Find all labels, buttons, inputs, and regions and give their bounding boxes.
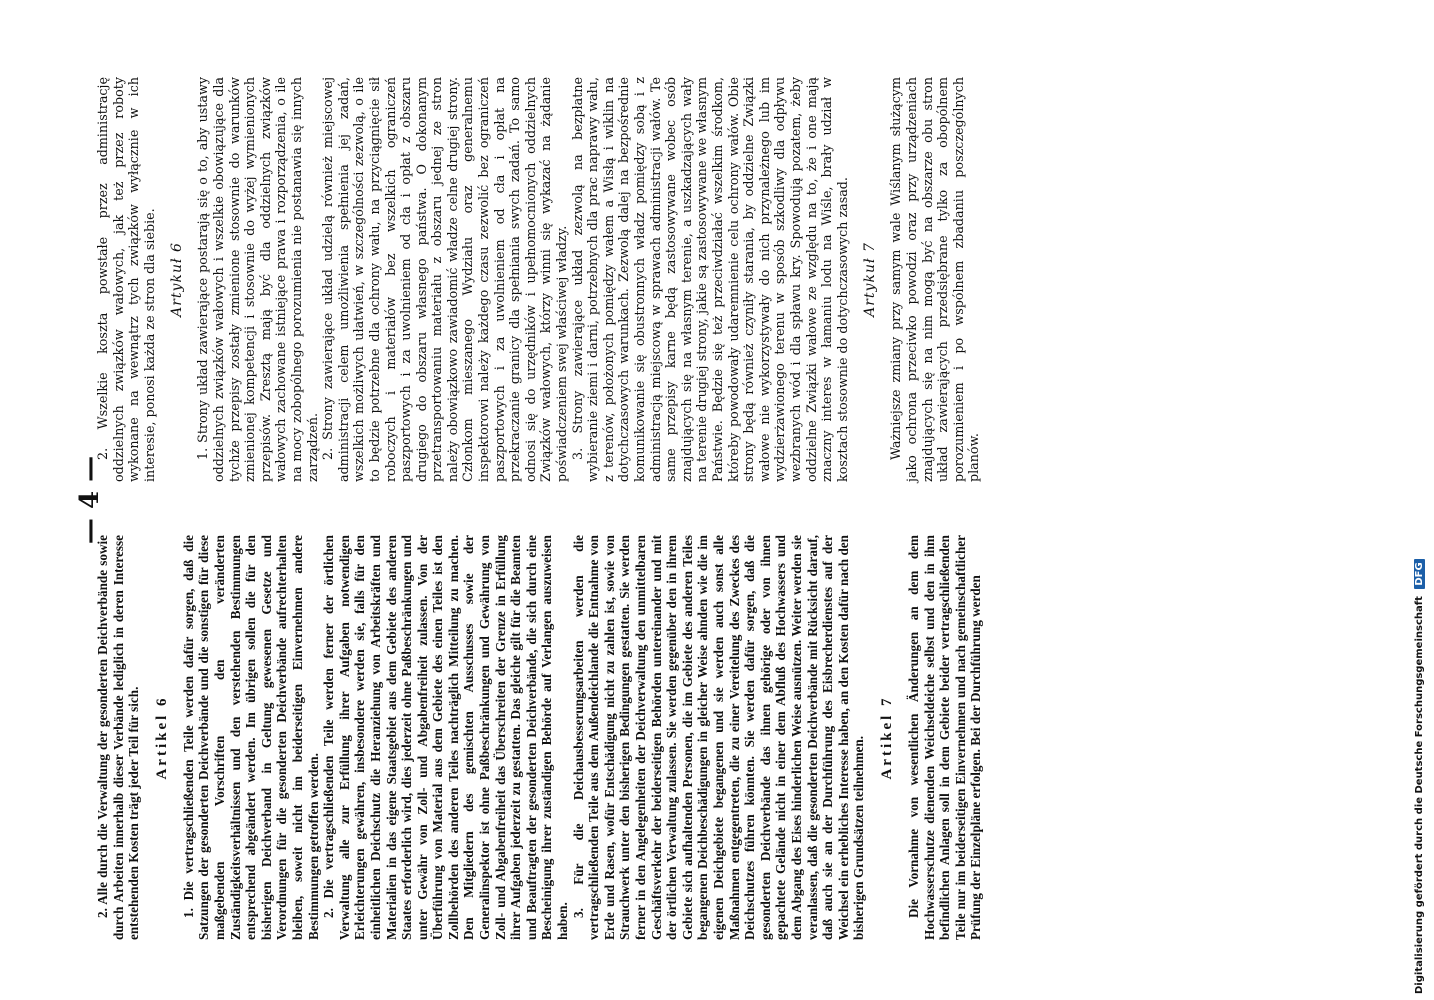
digitization-credit-text: Digitalisierung gefördert durch die Deutsche Forschungsgemeinschaft — [1414, 596, 1425, 994]
german-article6-para2: 2. Die vertragschließenden Teile werden ferner der örtlichen Verwaltung alle zur Erfüllung ihrer Aufgaben notwendigen Erleichterungen gewähren, insbesondere werden sie, falls für den einheitlichen Deichschutz die Heranziehung von Arbeitskräften und Materialien in das eigene Staatsgebiet aus dem Gebiete des anderen Staates erforderlich wird, dies jederzeit ohne Paßbeschränkungen und unter Gewähr von Zoll- und Abgabenfreiheit zulassen. Von der Überführung von Material aus dem Gebiete des einen Teiles ist den Zollbehörden des anderen Teiles nachträglich Mitteilung zu machen. Den Mitgliedern des gemischten Ausschusses sowie der Generalinspektor ist ohne Paßbeschränkungen und Gewährung von Zoll- und Abgabenfreiheit das Überschreiten der Grenze in Erfüllung ihrer Aufgaben jederzeit zu gestatten. Das gleiche gilt für die Beamten und Beauftragten der gesonderten Deichverbände, die sich durch eine Bescheinigung ihrer zuständigen Behörde auf Verlangen auszuweisen haben. — [321, 535, 571, 940]
german-article6-para1: 1. Die vertragschließenden Teile werden dafür sorgen, daß die Satzungen der gesonderten Deichverbände und die sonstigen für diese maßgebenden Vorschriften den veränderten Zuständigkeitsverhältnissen und den verstehenden Bestimmungen entsprechend abgeändert werden. Im übrigen sollen die für den bisherigen Deichverband in Geltung gewesenen Gesetze und Verordnungen für die gesonderten Deichverbände aufrechterhalten bleiben, soweit nicht im beiderseitigen Einvernehmen andere Bestimmungen getroffen werden. — [180, 535, 321, 940]
german-column — [95, 535, 984, 940]
german-article6-heading: Artikel 6 — [153, 695, 170, 780]
german-article7-heading: Artikel 7 — [878, 695, 895, 780]
polish-article6-para2: 2. Strony zawierające układ udzielą również miejscowej administracji celem umożliwienia spełnienia jej zadań, wszelkich możliwych ułatwień, w szczególności zezwolą, o ile to będzie potrzebne dla ochrony wału, na przyciągnięcie sił roboczych i materiałów bez wszelkich ograniczeń paszportowych i za uwolnieniem od cła i opłat z obszaru drugiego do obszaru własnego państwa. O dokonanym przetransportowaniu materiału z obszaru jednej ze stron należy obowiązkowo zawiadomić władze celne drugiej strony. Członkom mieszanego Wydziału oraz generalnemu inspektorowi należy każdego czasu zezwolić bez ograniczeń paszportowych i za uwolnieniem od cła i opłat na przekraczanie granicy dla spełniania swych zadań. To samo odnosi się do urzędników i upełnomocnionych oddzielnych Związków wałowych, którzy winni się wykazać na żądanie poświadczeniem swej właściwej władzy. — [320, 77, 570, 482]
polish-article7-heading: Artykuł 7 — [862, 242, 879, 317]
page-number: — 4 — — [75, 455, 105, 545]
digitization-credit — [1414, 559, 1425, 994]
polish-article6-heading: Artykuł 6 — [169, 242, 186, 317]
german-article7-para1: Die Vornahme von wesentlichen Änderungen an dem dem Hochwasserschutze dienenden Weichseldeiche selbst und den in ihm befindlichen Anlagen soll in dem Gebiete beider vertragschließenden Teile nur im beiderseitigen Einvernehmen und nach gemeinschaftlicher Prüfung der Einzelpläne erfolgen. Bei der Durchführung werden — [905, 535, 984, 940]
polish-article6-para3: 3. Strony zawierające układ zezwolą na bezpłatne wybieranie ziemi i darni, potrzebnych dla prac naprawy wału, z terenów, położonych pomiędzy wałem a Wisłą i wiklin na dotychczasowych warunkach. Zezwolą dalej na bezpośrednie komunikowanie się obustronnych władz pomiędzy sobą i z administracją miejscową w sprawach administracji wałów. Te same przepisy karne będą zastosowywane wobec osób znajdujących się na własnym terenie, a uszkadzających wały na terenie drugiej strony, jakie są zastosowywane we własnym Państwie. Będzie się też przeciwdziałać wszelkim środkom, któreby powodowały udaremnienie celu ochrony wałów. Obie strony będą również czyniły starania, by oddzielne Związki wałowe nie wykorzystywały do nich przynależnego lub im wydzierżawionego terenu w sposób szkodliwy dla odpływu wezbranych wód i dla spławu kry. Spowodują pozatem, żeby oddzielne Związki wałowe ze względu na to, że i one mają znaczny interes w łamaniu lodu na Wiśle, brały udział w kosztach stosownie do dotychczasowych zasad. — [569, 77, 850, 482]
german-article6-para3: 3. Für die Deichausbesserungsarbeiten werden die vertragschließenden Teile aus dem Außendeichlande die Entnahme von Erde und Rasen, wofür Entschädigung nicht zu zahlen ist, sowie von Strauchwerk unter den bisherigen Bedingungen gestatten. Sie werden ferner in den Angelegenheiten der Deichverwaltung den unmittelbaren Geschäftsverkehr der beiderseitigen Behörden untereinander und mit der örtlichen Verwaltung zulassen. Sie werden gegenüber den in ihrem Gebiete sich aufhaltenden Personen, die im Gebiete des anderen Teiles begangenen Deichbeschädigungen in gleicher Weise ahnden wie die im eigenen Deichgebiete begangenen und sie werden auch sonst alle Maßnahmen entgegentreten, die zu einer Vereitelung des Zweckes des Deichschutzes führen könnten. Sie werden dafür sorgen, daß die gesonderten Deichverbände das ihnen gehörige oder von ihnen gepachtete Gelände nicht in einer dem Abfluß des Hochwassers und dem Abgang des Eises hinderlichen Weise ausnützen. Weiter werden sie veranlassen, daß die gesonderten Deichverbände mit Rücksicht darauf, daß auch sie an der Durchführung des Eisbrecherdienstes auf der Weichsel ein erhebliches Interesse haben, an den Kosten dafür nach den bisherigen Grundsätzen teilnehmen. — [570, 535, 867, 940]
polish-column — [95, 77, 982, 482]
german-article5-para2: 2. Alle durch die Verwaltung der gesonderten Deichverbände sowie durch Arbeiten innerhalb dieser Verbände lediglich in deren Interesse entstehenden Kosten trägt jeder Teil für sich. — [95, 535, 142, 940]
polish-article5-para2: 2. Wszelkie koszta powstałe przez administrację oddzielnych związków wałowych, jak też przez roboty wykonane na wewnątrz tych związków wyłącznie w ich interesie, ponosi każda ze stron dla siebie. — [95, 77, 157, 482]
polish-article6-para1: 1. Strony układ zawierające postarają się o to, aby ustawy oddzielnych związków wałowych i wszelkie obowiązujące dla tychże przepisy zostały zmienione stosownie do warunków zmienionej kompetencji i stosownie do wyżej wymienionych przepisów. Zresztą mają być dla oddzielnych związków wałowych zachowane istniejące prawa i rozporządzenia, o ile na mocy zobopólnego porozumienia nie postanawia się innych zarządzeń. — [195, 77, 320, 482]
dfg-logo-icon: DFG — [1414, 559, 1425, 588]
polish-article7-para1: Ważniejsze zmiany przy samym wale Wiślanym służącym jako ochrona przeciwko powodzi oraz przy urządzeniach znajdujących się na nim mogą być na obszarze obu stron układ zawierających przedsiębrane tylko za obopólnem porozumieniem i po wspólnem zbadaniu poszczególnych planów. — [888, 77, 982, 482]
